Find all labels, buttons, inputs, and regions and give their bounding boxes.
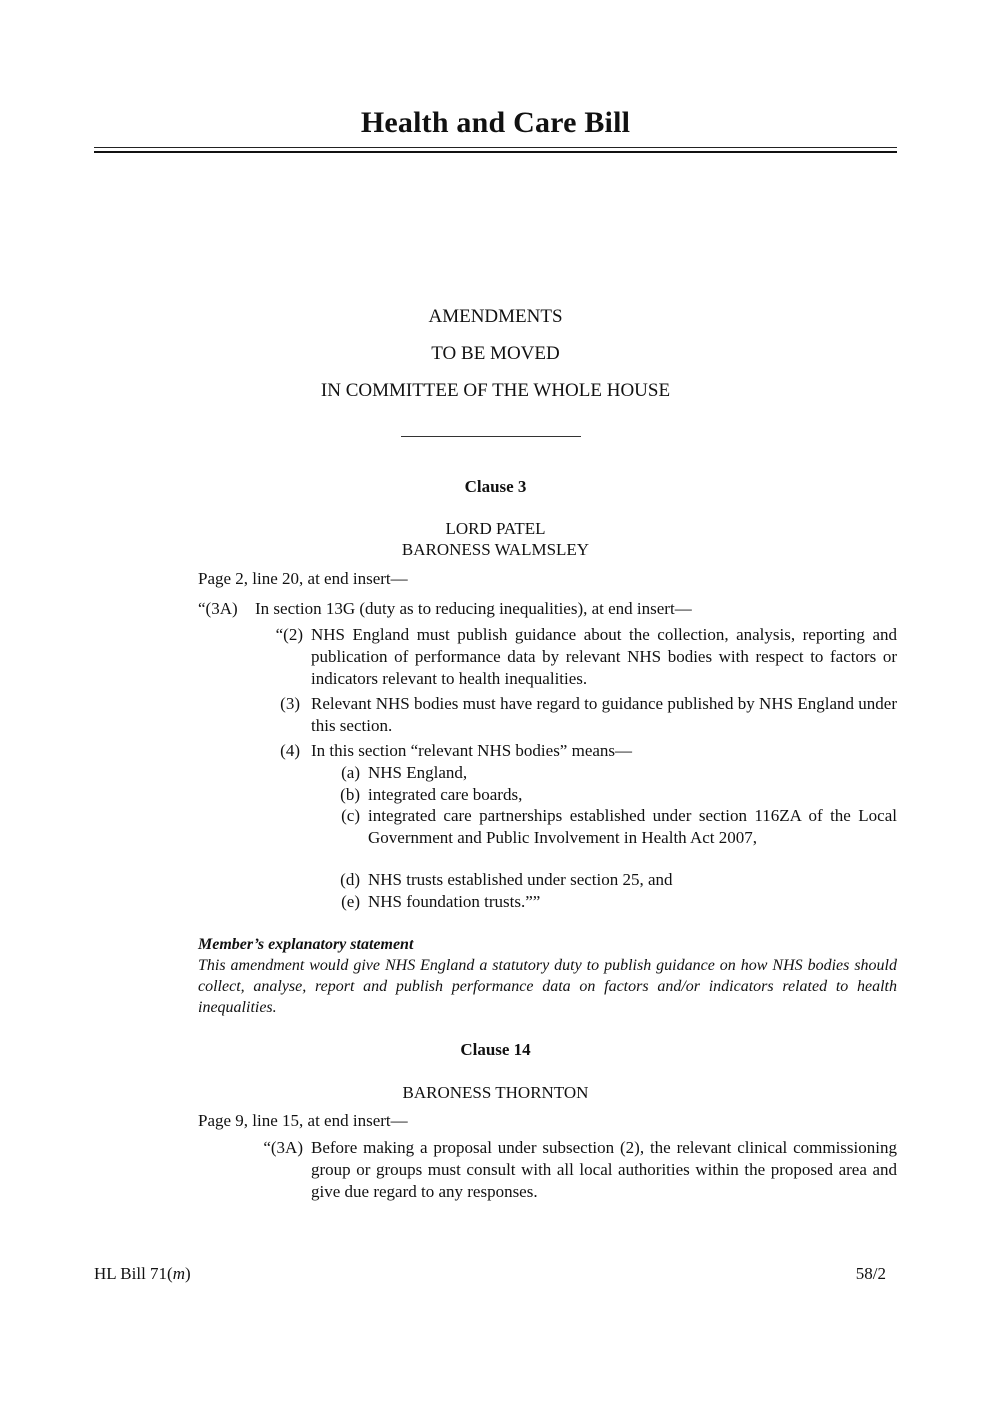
explanatory-statement-text: This amendment would give NHS England a statutory duty to publish guidance on how NHS bodies should collect, analyse, report and publish performance data on factors and/or indicators related to health inequalities. <box>198 957 897 1016</box>
heading-to-be-moved: TO BE MOVED <box>431 343 560 364</box>
paragraph-number: (4) <box>280 741 300 760</box>
heading-committee: IN COMMITTEE OF THE WHOLE HOUSE <box>320 380 671 401</box>
title-rule-thick <box>94 151 897 153</box>
paragraph-text: Relevant NHS bodies must have regard to guidance published by NHS England under this section. <box>311 694 897 735</box>
clause-heading: Clause 14 <box>460 1040 531 1059</box>
item-text: integrated care boards, <box>368 785 523 804</box>
page-reference: 58/2 <box>855 1264 886 1283</box>
subsection-text: Before making a proposal under subsection (2), the relevant clinical commissioning group or groups must consult with all local authorities within the proposed area and give due regard to any responses. <box>311 1138 897 1201</box>
item-number: (c) <box>341 806 360 825</box>
item-text: integrated care partnerships established under section 116ZA of the Local Government and Public Involvement in Health Act 2007, <box>368 806 897 847</box>
paragraph-number: “(2) <box>275 625 303 644</box>
heading-amendments: AMENDMENTS <box>428 306 563 327</box>
item-number: (d) <box>340 870 360 889</box>
item-number: (b) <box>340 785 360 804</box>
member-name: BARONESS THORNTON <box>402 1083 589 1102</box>
clause-heading: Clause 3 <box>464 477 527 496</box>
explanatory-statement-heading: Member’s explanatory statement <box>198 936 414 953</box>
amendment-location: Page 9, line 15, at end insert— <box>198 1111 408 1130</box>
subsection-number: “(3A) <box>263 1138 303 1157</box>
paragraph-number: (3) <box>280 694 300 713</box>
subsection-text: In section 13G (duty as to reducing inequalities), at end insert— <box>255 599 692 618</box>
member-name: BARONESS WALMSLEY <box>401 540 590 559</box>
amendment-location: Page 2, line 20, at end insert— <box>198 569 408 588</box>
title-rule-thin <box>94 147 897 148</box>
item-number: (e) <box>341 892 360 911</box>
subsection-number: “(3A) <box>198 599 238 618</box>
bill-ref-italic: m <box>172 1264 185 1283</box>
item-text: NHS foundation trusts.”” <box>368 892 541 911</box>
item-text: NHS trusts established under section 25, and <box>368 870 673 889</box>
paragraph-text: NHS England must publish guidance about the collection, analysis, reporting and publication of performance data by relevant NHS bodies with respect to factors or indicators relevant to health inequalities. <box>311 625 897 688</box>
member-name: LORD PATEL <box>445 519 546 538</box>
bill-ref-prefix: HL Bill 71( <box>94 1264 173 1283</box>
document-title: Health and Care Bill <box>360 106 631 139</box>
bill-ref-suffix: ) <box>184 1264 191 1283</box>
bill-reference <box>94 1264 191 1284</box>
item-number: (a) <box>341 763 360 782</box>
item-text: NHS England, <box>368 763 468 782</box>
paragraph-text: In this section “relevant NHS bodies” means— <box>311 741 633 760</box>
section-divider <box>401 436 581 437</box>
